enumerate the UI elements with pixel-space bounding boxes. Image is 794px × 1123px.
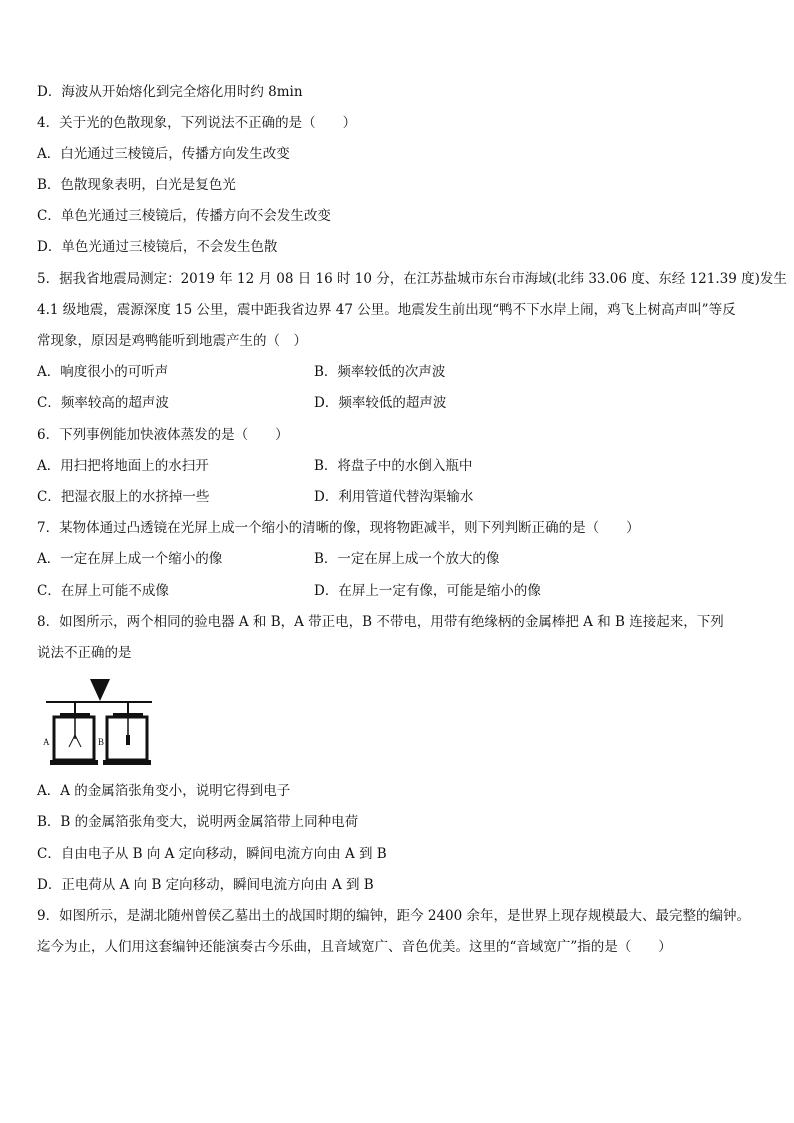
electroscope-a: [50, 702, 98, 765]
question-9-stem-line2: 迄今为止，人们用这套编钟还能演奏古今乐曲，且音域宽广、音色优美。这里的“音域宽广”指的是（ ）: [37, 939, 672, 955]
q6-option-b: B．将盘子中的水倒入瓶中: [314, 458, 473, 474]
question-8-stem-line2: 说法不正确的是: [37, 645, 132, 661]
q5-option-d: D．频率较低的超声波: [314, 395, 447, 411]
q6-options-row2: [37, 488, 759, 506]
q6-option-a: A．用扫把将地面上的水扫开: [37, 458, 209, 474]
q7-option-b: B．一定在屏上成一个放大的像: [314, 551, 500, 567]
q3-option-d: D．海波从开始熔化到完全熔化用时约 8min: [37, 84, 303, 100]
q7-options-row1: [37, 550, 759, 568]
question-8-stem-line1: 8．如图所示，两个相同的验电器 A 和 B，A 带正电，B 不带电，用带有绝缘柄的金属棒把 A 和 B 连接起来，下列: [37, 614, 724, 630]
question-6-stem: 6．下列事例能加快液体蒸发的是（ ）: [37, 427, 289, 443]
question-5-stem-line2: 4.1 级地震，震源深度 15 公里，震中距我省边界 47 公里。地震发生前出现“鸭不下水岸上闹，鸡飞上树高声叫”等反: [37, 302, 736, 318]
q5-options-row1: [37, 363, 759, 381]
electroscope-b: [103, 702, 151, 765]
q7-option-d: D．在屏上一定有像，可能是缩小的像: [314, 583, 541, 599]
question-7-stem: 7．某物体通过凸透镜在光屏上成一个缩小的清晰的像，现将物距减半，则下列判断正确的是（ ）: [37, 520, 640, 536]
q5-option-a: A．响度很小的可听声: [37, 364, 169, 380]
q5-option-c: C．频率较高的超声波: [37, 395, 169, 411]
q4-option-d: D．单色光通过三棱镜后，不会发生色散: [37, 239, 278, 255]
question-5-stem-line3: 常现象，原因是鸡鸭能听到地震产生的（ ）: [37, 333, 307, 349]
q5-options-row2: [37, 394, 759, 412]
q4-option-b: B．色散现象表明，白光是复色光: [37, 177, 236, 193]
q4-option-c: C．单色光通过三棱镜后，传播方向不会发生改变: [37, 208, 331, 224]
electroscope-diagram: [40, 675, 160, 775]
insulating-handle: [90, 679, 110, 701]
question-9-stem-line1: 9．如图所示，是湖北随州曾侯乙墓出土的战国时期的编钟，距今 2400 余年，是世界上现存规模最大、最完整的编钟。: [37, 908, 751, 924]
q6-options-row1: [37, 457, 759, 475]
question-5-stem-line1: 5．据我省地震局测定：2019 年 12 月 08 日 16 时 10 分，在江苏盐城市东台市海域(北纬 33.06 度、东经 121.39 度)发生: [37, 271, 787, 287]
q7-option-a: A．一定在屏上成一个缩小的像: [37, 551, 223, 567]
label-b: B: [98, 737, 105, 747]
q8-option-c: C．自由电子从 B 向 A 定向移动，瞬间电流方向由 A 到 B: [37, 846, 387, 862]
q7-options-row2: [37, 582, 759, 600]
q7-option-c: C．在屏上可能不成像: [37, 583, 169, 599]
q8-option-a: A．A 的金属箔张角变小，说明它得到电子: [37, 783, 291, 799]
q6-option-c: C．把湿衣服上的水挤掉一些: [37, 489, 210, 505]
q8-option-b: B．B 的金属箔张角变大，说明两金属箔带上同种电荷: [37, 814, 359, 830]
label-a: A: [43, 737, 50, 747]
question-4-stem: 4．关于光的色散现象，下列说法不正确的是（ ）: [37, 115, 357, 131]
q4-option-a: A．白光通过三棱镜后，传播方向发生改变: [37, 146, 290, 162]
q8-option-d: D．正电荷从 A 向 B 定向移动，瞬间电流方向由 A 到 B: [37, 877, 374, 893]
q6-option-d: D．利用管道代替沟渠输水: [314, 489, 474, 505]
q5-option-b: B．频率较低的次声波: [314, 364, 446, 380]
